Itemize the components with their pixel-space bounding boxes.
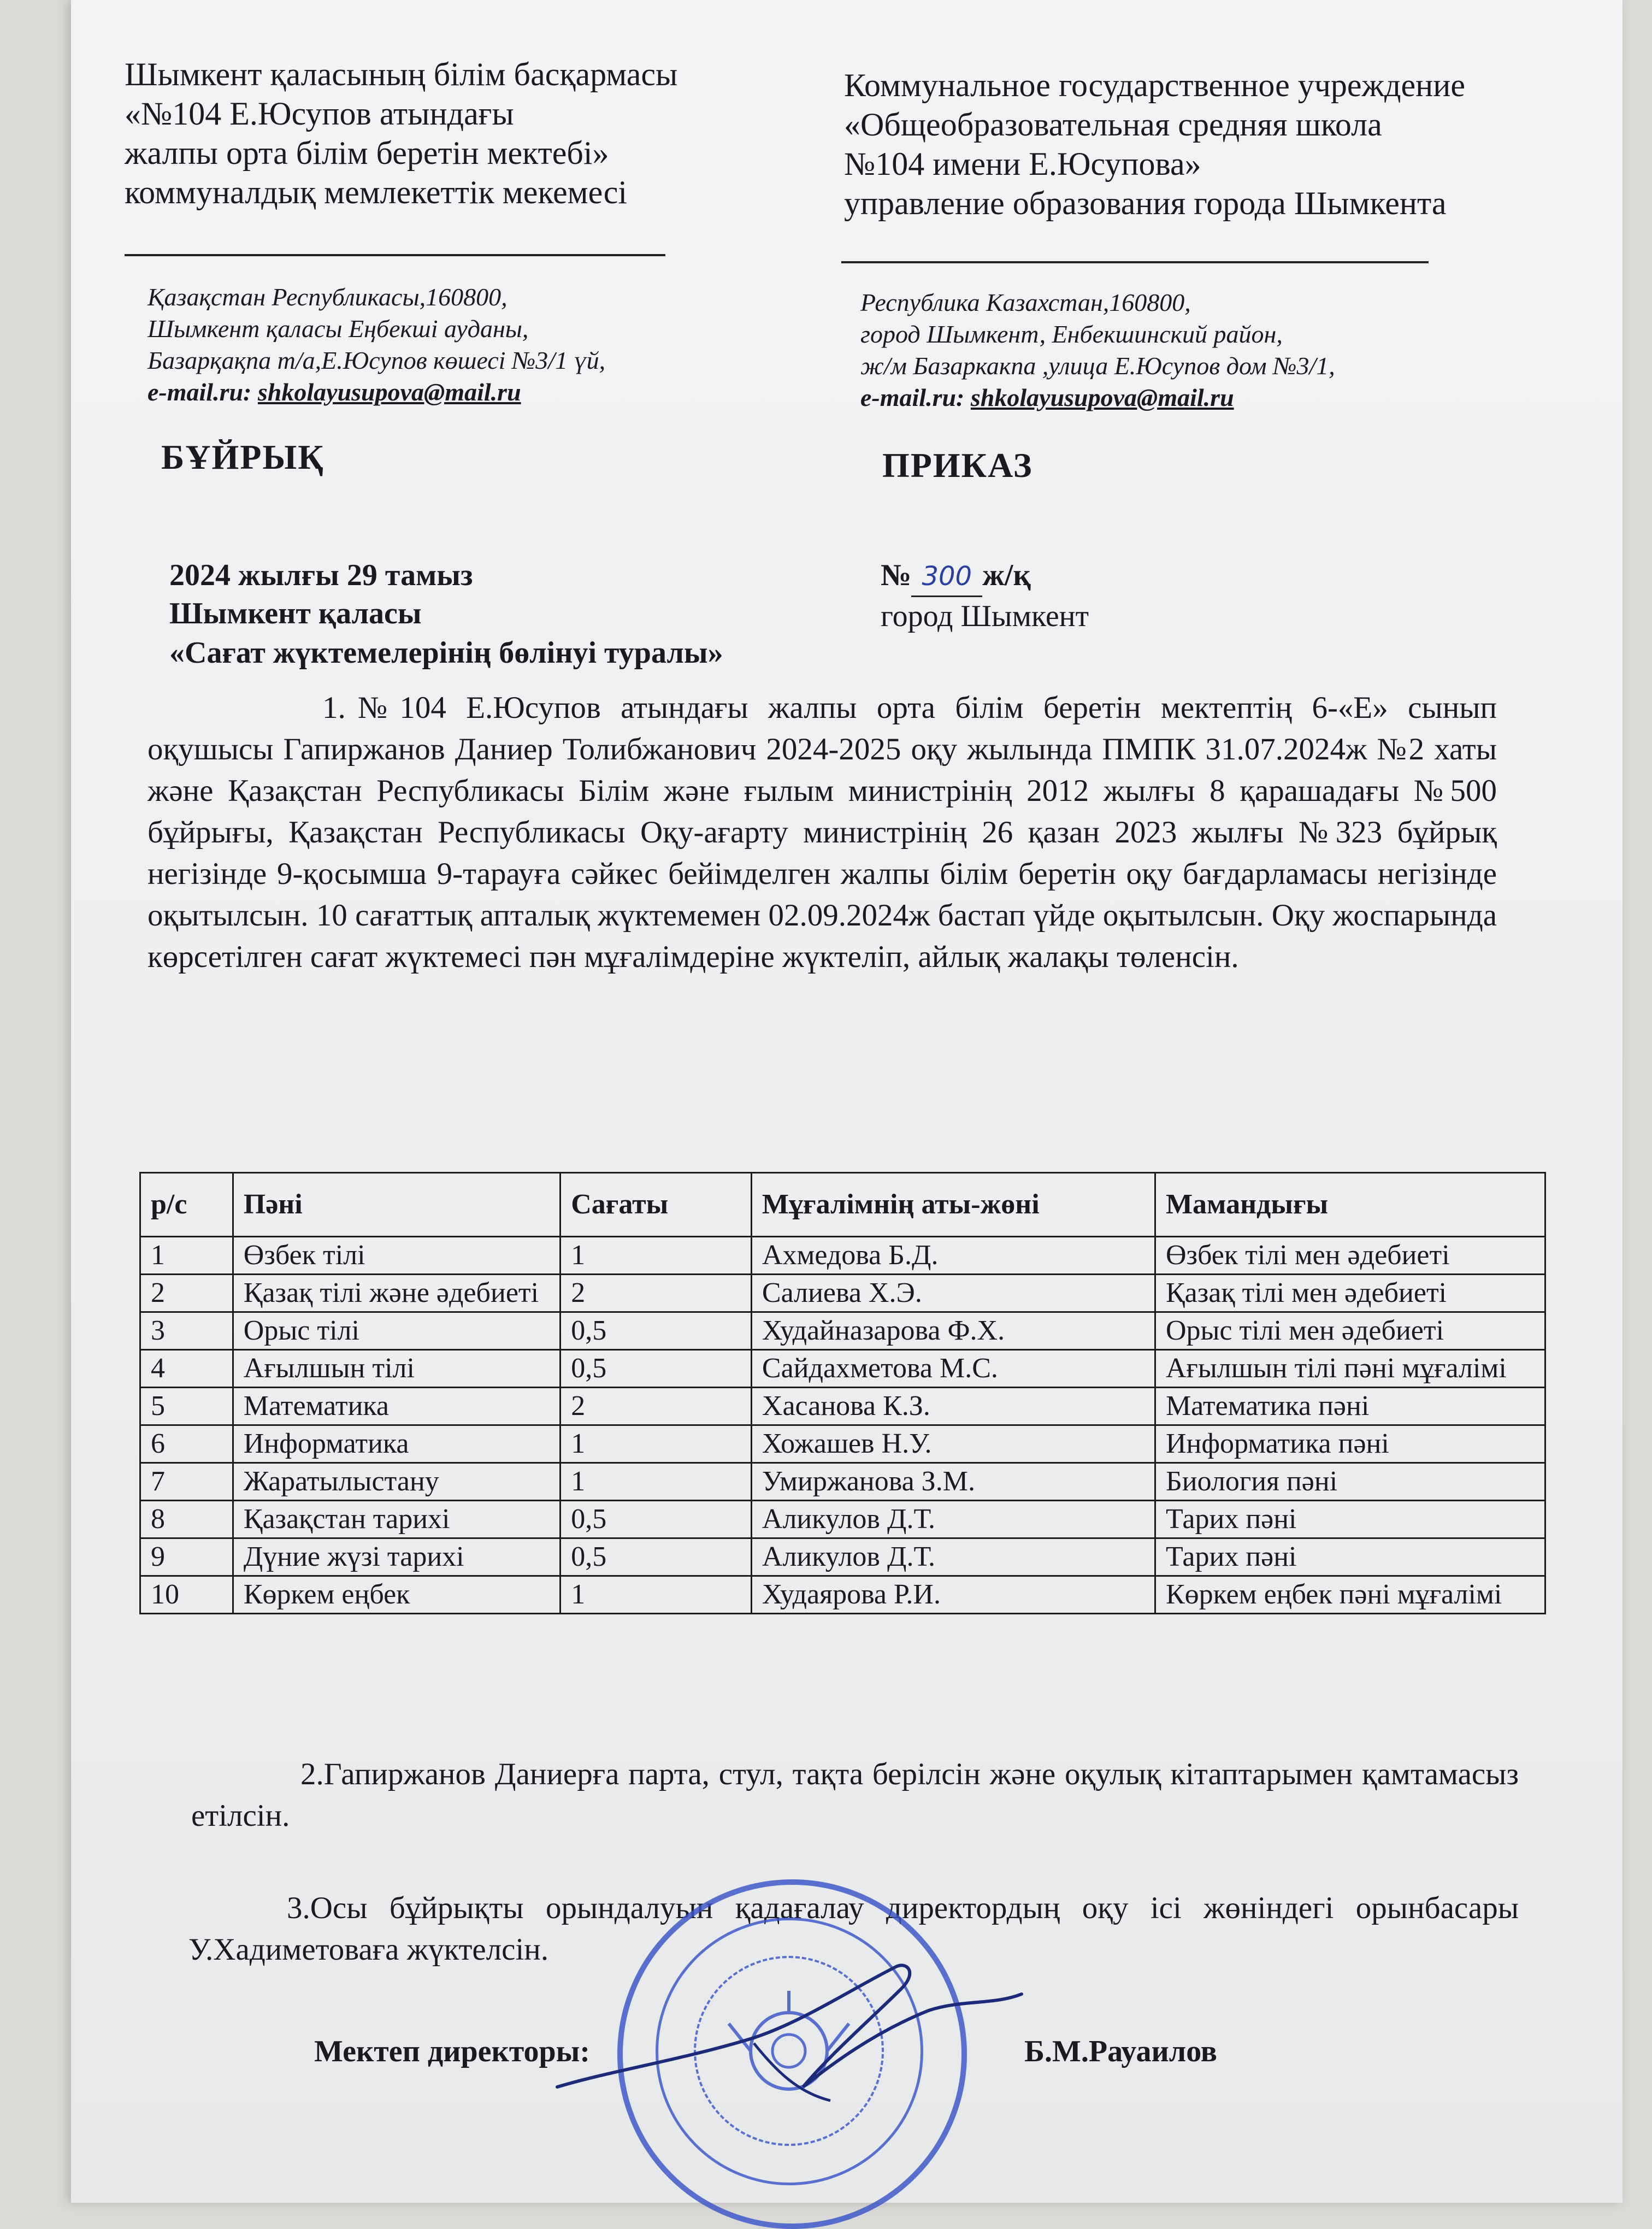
header-ru-line: №104 имени Е.Юсупова» [844,146,1201,182]
email-ru-label: e-mail.ru: [860,384,965,411]
table-row [140,1576,1545,1614]
cell-specialty: Математика пәні [1155,1388,1545,1425]
cell-specialty: Информатика пәні [1155,1425,1545,1463]
address-kz [148,281,830,408]
email-ru-link[interactable]: shkolayusupova@mail.ru [970,384,1234,411]
order-number-handwritten: 300 [911,557,982,597]
cell-hours: 0,5 [560,1350,752,1388]
table-row [140,1388,1545,1425]
header-ru-line: управление образования города Шымкента [844,185,1447,221]
table-row [140,1425,1545,1463]
header-kz-line: коммуналдық мемлекеттік мекемесі [125,174,628,210]
header-kz-org [125,55,807,212]
cell-teacher: Хожашев Н.У. [751,1425,1155,1463]
cell-subject: Өзбек тілі [233,1237,560,1275]
director-name: Б.М.Рауаилов [1024,2035,1218,2068]
cell-subject: Ағылшын тілі [233,1350,560,1388]
doc-title-kz: БҰЙРЫҚ [161,438,324,476]
cell-hours: 1 [560,1576,752,1614]
header-ru-org [844,66,1609,223]
table-row [140,1237,1545,1275]
number-block [881,556,1372,635]
header-ru-line: Коммунальное государственное учреждение [844,67,1466,103]
header-ru-divider [841,261,1429,263]
cell-teacher: Сайдахметова М.С. [751,1350,1155,1388]
cell-no: 1 [140,1237,233,1275]
cell-specialty: Орыс тілі мен әдебиеті [1155,1312,1545,1350]
cell-subject: Информатика [233,1425,560,1463]
cell-specialty: Биология пәні [1155,1463,1545,1501]
cell-hours: 0,5 [560,1312,752,1350]
cell-no: 5 [140,1388,233,1425]
cell-hours: 0,5 [560,1538,752,1576]
cell-teacher: Худаярова Р.И. [751,1576,1155,1614]
cell-subject: Орыс тілі [233,1312,560,1350]
cell-teacher: Салиева Х.Э. [751,1275,1155,1312]
cell-hours: 0,5 [560,1501,752,1538]
cell-teacher: Аликулов Д.Т. [751,1501,1155,1538]
date-block [169,556,825,633]
cell-no: 2 [140,1275,233,1312]
header-kz-line: жалпы орта білім беретін мектебі» [125,135,609,171]
cell-teacher: Ахмедова Б.Д. [751,1237,1155,1275]
cell-no: 3 [140,1312,233,1350]
cell-subject: Қазақ тілі және әдебиеті [233,1275,560,1312]
cell-subject: Жаратылыстану [233,1463,560,1501]
cell-specialty: Қазақ тілі мен әдебиеті [1155,1275,1545,1312]
cell-hours: 1 [560,1237,752,1275]
address-ru-line: Республика Казахстан,160800, [860,288,1191,316]
cell-specialty: Өзбек тілі мен әдебиеті [1155,1237,1545,1275]
cell-subject: Көркем еңбек [233,1576,560,1614]
cell-specialty: Көркем еңбек пәні мұғалімі [1155,1576,1545,1614]
address-kz-line: Қазақстан Республикасы,160800, [148,283,508,311]
order-subject: «Сағат жүктемелерінің бөлінуі туралы» [169,636,723,670]
address-ru-line: город Шымкент, Енбекшинский район, [860,320,1283,348]
cell-subject: Дүние жүзі тарихі [233,1538,560,1576]
header-kz-line: «№104 Е.Юсупов атындағы [125,96,514,132]
table-row [140,1275,1545,1312]
doc-title-ru: ПРИКАЗ [882,446,1033,485]
col-header-specialty: Мамандығы [1155,1173,1545,1237]
email-ru [860,382,1571,414]
cell-specialty: Тарих пәні [1155,1501,1545,1538]
table-row [140,1538,1545,1576]
cell-no: 7 [140,1463,233,1501]
cell-no: 4 [140,1350,233,1388]
table-header-row [140,1173,1545,1237]
order-city-ru: город Шымкент [881,599,1089,633]
cell-hours: 2 [560,1275,752,1312]
cell-no: 8 [140,1501,233,1538]
paragraph-2: 2.Гапиржанов Даниерға парта, стул, тақта берілсін және оқулық кітаптарымен қамтамасыз етілсін. [191,1757,1519,1833]
col-header-hours: Сағаты [560,1173,752,1237]
header-kz-divider [125,254,665,256]
handwritten-signature [546,1945,1038,2109]
order-city-kz: Шымкент қаласы [169,597,422,630]
paragraph-3: 3.Осы бұйрықты орындалуын қадағалау директордың оқу ісі жөніндегі орынбасары У.Хадиметоваға жүктелсін. [188,1891,1519,1967]
address-kz-line: Базарқақпа т/а,Е.Юсупов көшесі №3/1 үй, [148,346,606,374]
cell-subject: Математика [233,1388,560,1425]
address-kz-line: Шымкент қаласы Еңбекші ауданы, [148,315,529,343]
email-kz-label: e-mail.ru: [148,378,252,406]
cell-specialty: Тарих пәні [1155,1538,1545,1576]
cell-teacher: Умиржанова З.М. [751,1463,1155,1501]
col-header-subject: Пәні [233,1173,560,1237]
table-row [140,1501,1545,1538]
table-row [140,1312,1545,1350]
cell-specialty: Ағылшын тілі пәні мұғалімі [1155,1350,1545,1388]
col-header-no: р/с [140,1173,233,1237]
cell-hours: 1 [560,1463,752,1501]
order-date: 2024 жылғы 29 тамыз [169,558,473,592]
header-ru-line: «Общеобразовательная средняя школа [844,107,1382,143]
cell-hours: 2 [560,1388,752,1425]
cell-no: 9 [140,1538,233,1576]
table-row [140,1463,1545,1501]
address-ru [860,287,1571,414]
email-kz-link[interactable]: shkolayusupova@mail.ru [257,378,521,406]
cell-no: 10 [140,1576,233,1614]
cell-teacher: Аликулов Д.Т. [751,1538,1155,1576]
address-ru-line: ж/м Базаркакпа ,улица Е.Юсупов дом №3/1, [860,352,1335,380]
order-number-suffix: ж/қ [982,558,1031,592]
cell-no: 6 [140,1425,233,1463]
director-role: Мектеп директоры: [314,2035,591,2068]
cell-hours: 1 [560,1425,752,1463]
cell-subject: Қазақстан тарихі [233,1501,560,1538]
order-number-prefix: № [881,558,912,592]
table-row [140,1350,1545,1388]
workload-table [139,1172,1546,1614]
email-kz [148,376,830,408]
paragraph-1: 1.№104 Е.Юсупов атындағы жалпы орта білім беретін мектептің 6-«Е» сынып оқушысы Гапиржанов Даниер Толибжанович 2024-2025 оқу жылында ПМПК 31.07.2024ж №2 хаты және Қазақстан Республикасы Білім және ғылым министрінің 2012 жылғы 8 қарашадағы №500 бұйрығы, Қазақстан Республикасы Оқу-ағарту министрінің 26 қазан 2023 жылғы №323 бұйрық негізінде 9-қосымша 9-тарауға сәйкес бейімделген жалпы білім беретін оқу бағдарламасы негізінде оқытылсын. 10 сағаттық апталық жүктемемен 02.09.2024ж бастап үйде оқытылсын. Оқу жоспарында көрсетілген сағат жүктемесі пән мұғалімдеріне жүктеліп, айлық жалақы төленсін. [148,691,1497,974]
header-kz-line: Шымкент қаласының білім басқармасы [125,56,678,92]
col-header-teacher: Мұғалімнің аты-жөні [751,1173,1155,1237]
cell-teacher: Хасанова К.З. [751,1388,1155,1425]
cell-teacher: Худайназарова Ф.Х. [751,1312,1155,1350]
